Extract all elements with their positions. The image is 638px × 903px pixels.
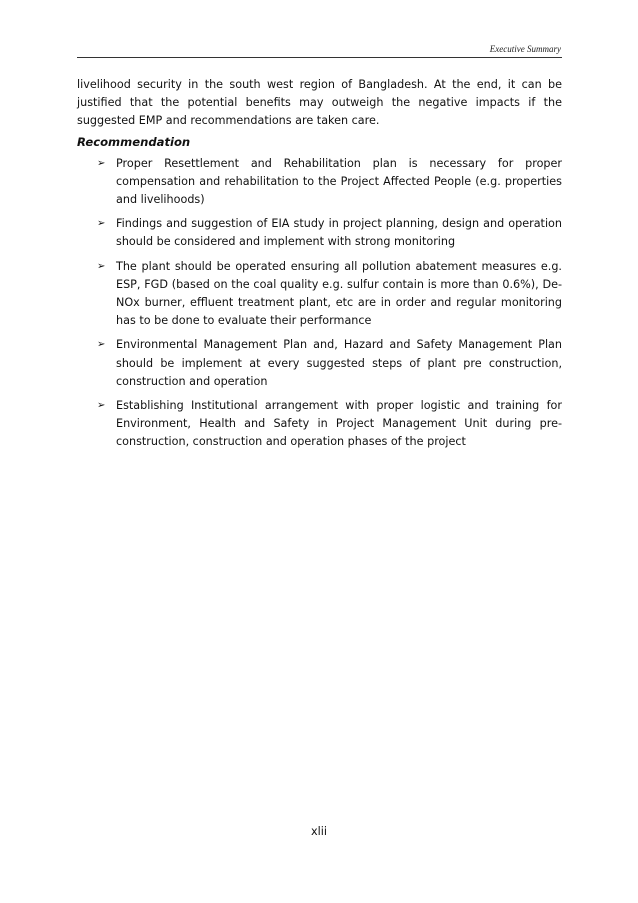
intro-paragraph: livelihood security in the south west region of Bangladesh. At the end, it can be justified that the potential benefits may outweigh the negative impacts if the suggested EMP and recommendations are taken care. <box>77 78 562 128</box>
recommendation-item-3 <box>77 258 562 331</box>
header-rule <box>77 57 562 58</box>
recommendation-text: Proper Resettlement and Rehabilitation plan is necessary for proper compensation and rehabilitation to the Project Affected People (e.g. properties and livelihoods) <box>116 156 562 207</box>
recommendation-item-2 <box>77 215 562 251</box>
page-number: xlii <box>311 825 327 838</box>
running-header: Executive Summary <box>489 44 561 54</box>
page-content <box>77 76 562 458</box>
recommendation-item-1 <box>77 155 562 210</box>
recommendation-text: Establishing Institutional arrangement with proper logistic and training for Environment, Health and Safety in Project Management Unit during pre-construction, construction and operation phases of the project <box>116 399 562 449</box>
arrow-bullet-icon: ➢ <box>97 157 106 169</box>
recommendation-text: Environmental Management Plan and, Hazard and Safety Management Plan should be implement at every suggested steps of plant pre construction, construction and operation <box>116 338 562 388</box>
recommendation-list <box>77 155 562 452</box>
arrow-bullet-icon: ➢ <box>97 260 106 272</box>
recommendation-item-4 <box>77 336 562 391</box>
recommendation-text: The plant should be operated ensuring all pollution abatement measures e.g. ESP, FGD (based on the coal quality e.g. sulfur contain is more than 0.6%), De-NOx burner, effluent treatment plant, etc are in order and regular monitoring has to be done to evaluate their performance <box>116 259 562 328</box>
arrow-bullet-icon: ➢ <box>97 218 106 230</box>
recommendation-text: Findings and suggestion of EIA study in project planning, design and operation should be considered and implement with strong monitoring <box>116 217 562 249</box>
recommendation-item-5 <box>77 397 562 452</box>
arrow-bullet-icon: ➢ <box>97 400 106 412</box>
arrow-bullet-icon: ➢ <box>97 339 106 351</box>
recommendation-heading: Recommendation <box>77 134 191 149</box>
